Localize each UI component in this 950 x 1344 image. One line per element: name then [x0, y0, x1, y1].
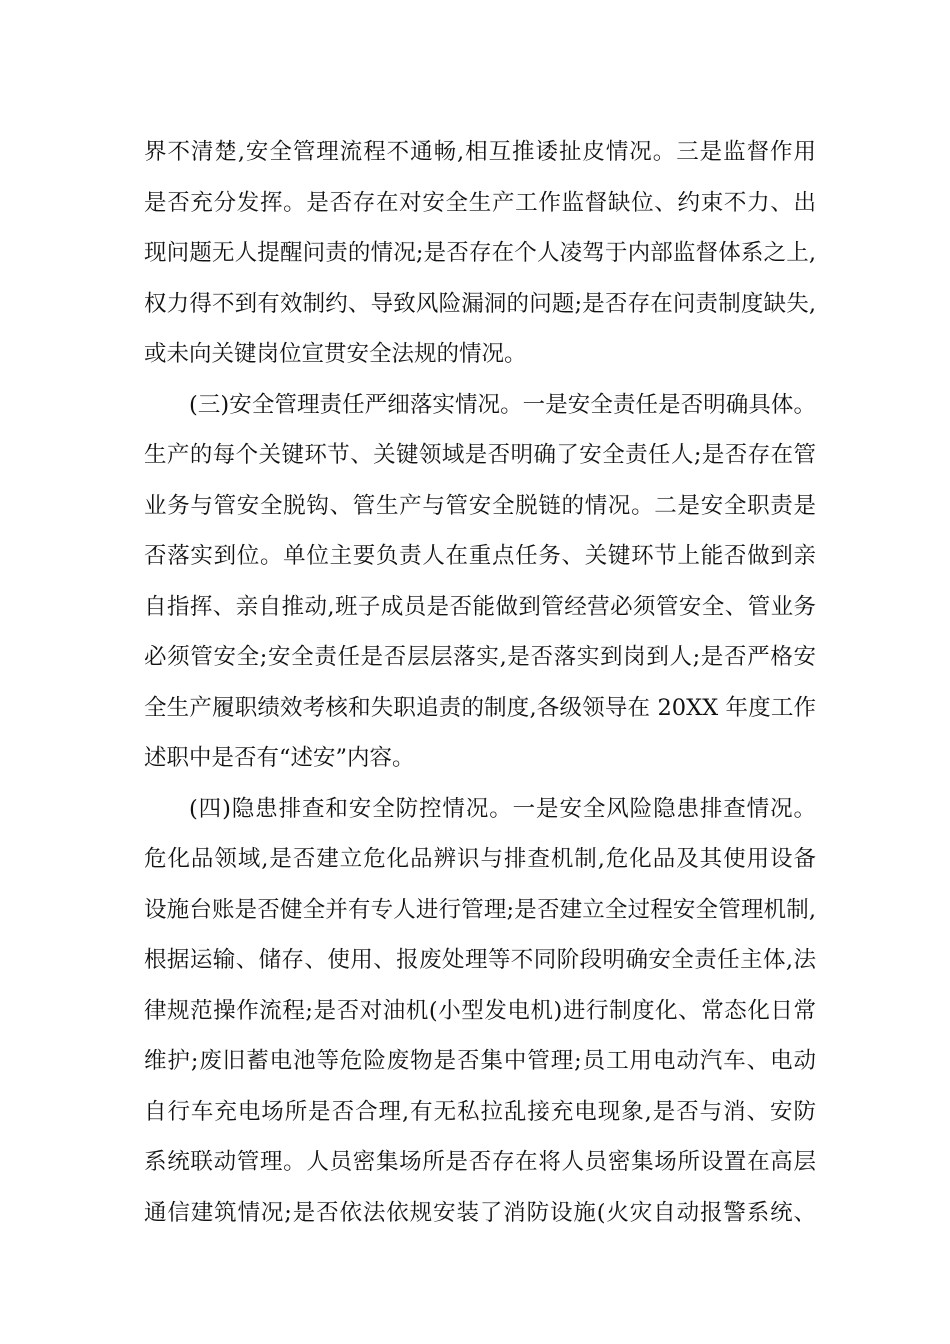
- text-line: (三)安全管理责任严细落实情况。一是安全责任是否明确具体。: [189, 391, 816, 418]
- paragraph-2-continued: [144, 127, 816, 380]
- text-line: 根据运输、储存、使用、报废处理等不同阶段明确安全责任主体,法: [144, 947, 816, 973]
- paragraph-4: [144, 784, 816, 1239]
- text-line: 现问题无人提醒问责的情况;是否存在个人凌驾于内部监督体系之上,: [144, 240, 816, 266]
- text-line: 述职中是否有“述安”内容。: [144, 745, 415, 771]
- document-page: [144, 127, 816, 1238]
- text-line: 业务与管安全脱钩、管生产与管安全脱链的情况。二是安全职责是: [144, 492, 816, 519]
- text-line: 通信建筑情况;是否依法依规安装了消防设施(火灾自动报警系统、: [144, 1199, 816, 1226]
- text-line: 设施台账是否健全并有专人进行管理;是否建立全过程安全管理机制,: [144, 896, 816, 923]
- text-line: 自指挥、亲自推动,班子成员是否能做到管经营必须管安全、管业务: [144, 593, 816, 620]
- text-line: 生产的每个关键环节、关键领域是否明确了安全责任人;是否存在管: [144, 442, 816, 468]
- text-line: 否落实到位。单位主要负责人在重点任务、关键环节上能否做到亲: [144, 543, 816, 569]
- text-line: 或未向关键岗位宣贯安全法规的情况。: [144, 341, 527, 367]
- text-line: 危化品领域,是否建立危化品辨识与排查机制,危化品及其使用设备: [144, 846, 816, 872]
- text-line: 全生产履职绩效考核和失职追责的制度,各级领导在 20XX 年度工作: [144, 694, 816, 721]
- text-line: 自行车充电场所是否合理,有无私拉乱接充电现象,是否与消、安防: [144, 1098, 816, 1125]
- text-line: 是否充分发挥。是否存在对安全生产工作监督缺位、约束不力、出: [144, 189, 816, 216]
- text-line: 系统联动管理。人员密集场所是否存在将人员密集场所设置在高层: [144, 1149, 816, 1175]
- text-line: 权力得不到有效制约、导致风险漏洞的问题;是否存在问责制度缺失,: [144, 290, 816, 317]
- text-line: 维护;废旧蓄电池等危险废物是否集中管理;员工用电动汽车、电动: [144, 1048, 816, 1074]
- paragraph-3: [144, 380, 816, 784]
- text-line: 律规范操作流程;是否对油机(小型发电机)进行制度化、常态化日常: [144, 997, 816, 1024]
- text-line: (四)隐患排查和安全防控情况。一是安全风险隐患排查情况。: [189, 795, 816, 822]
- text-line: 必须管安全;安全责任是否层层落实,是否落实到岗到人;是否严格安: [144, 644, 816, 670]
- text-line: 界不清楚,安全管理流程不通畅,相互推诿扯皮情况。三是监督作用: [144, 139, 816, 165]
